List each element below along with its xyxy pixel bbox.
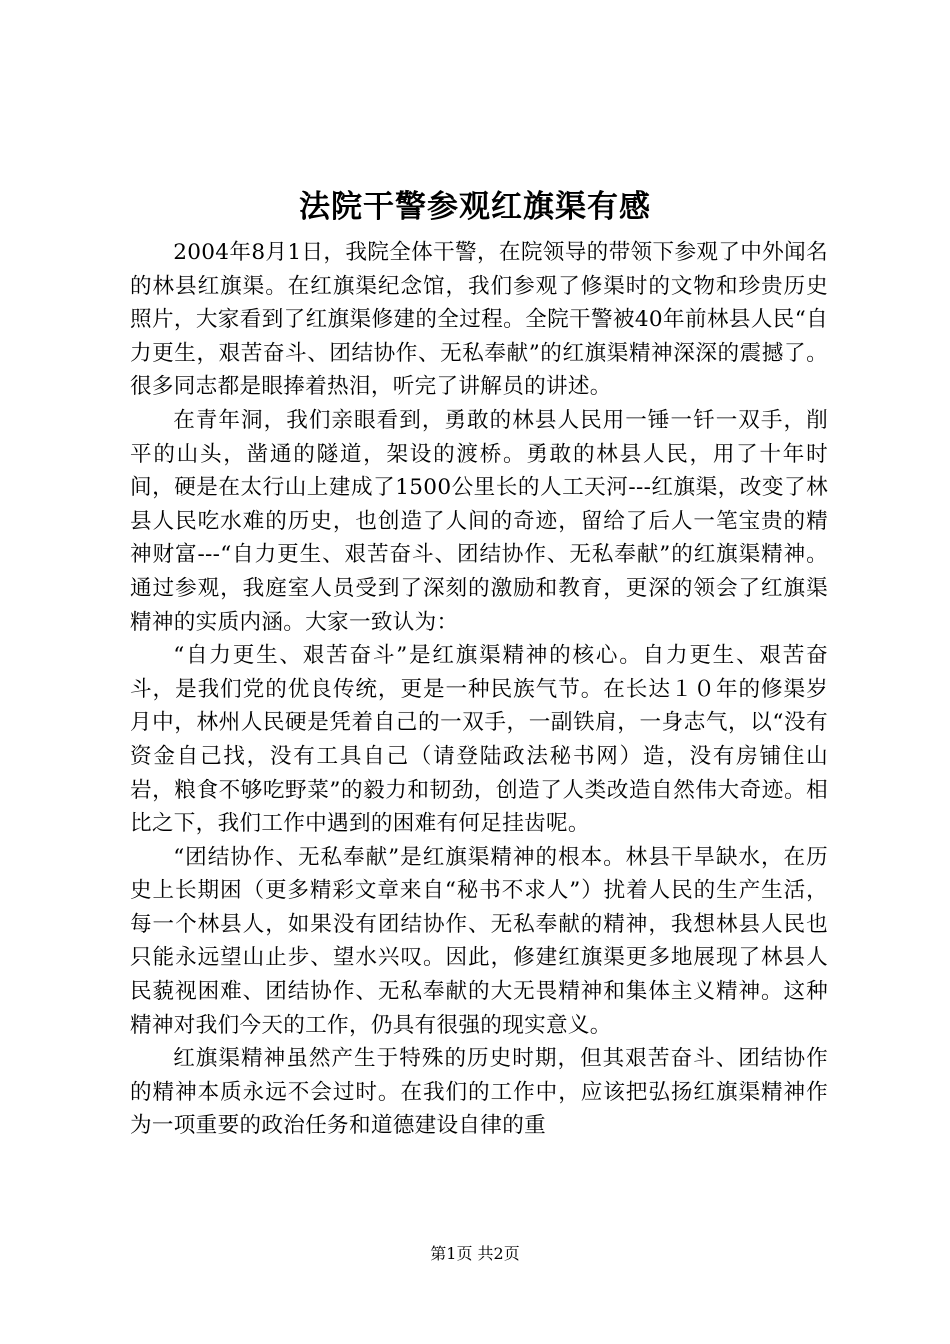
document-title: 法院干警参观红旗渠有感 xyxy=(299,189,651,225)
body-paragraph: 在青年洞，我们亲眼看到，勇敢的林县人民用一锤一钎一双手，削平的山头，凿通的隧道，架设的渡桥。勇敢的林县人民，用了十年时间，硬是在太行山上建成了1500公里长的人工天河---红旗渠，改变了林县人民吃水难的历史，也创造了人间的奇迹，留给了后人一笔宝贵的精神财富---“自力更生、艰苦奋斗、团结协作、无私奉献”的红旗渠精神。通过参观，我庭室人员受到了深刻的激励和教育，更深的领会了红旗渠精神的实质内涵。大家一致认为： xyxy=(130,407,828,635)
body-paragraph: 2004年8月1日，我院全体干警，在院领导的带领下参观了中外闻名的林县红旗渠。在红旗渠纪念馆，我们参观了修渠时的文物和珍贵历史照片，大家看到了红旗渠修建的全过程。全院干警被40年前林县人民“自力更生，艰苦奋斗、团结协作、无私奉献”的红旗渠精神深深的震撼了。很多同志都是眼捧着热泪，听完了讲解员的讲述。 xyxy=(130,240,828,400)
document-body xyxy=(130,236,828,1143)
body-paragraph: 红旗渠精神虽然产生于特殊的历史时期，但其艰苦奋斗、团结协作的精神本质永远不会过时。在我们的工作中，应该把弘扬红旗渠精神作为一项重要的政治任务和道德建设自律的重 xyxy=(130,1046,828,1139)
page-number: 第1页 共2页 xyxy=(430,1244,520,1263)
body-paragraph: “团结协作、无私奉献”是红旗渠精神的根本。林县干旱缺水，在历史上长期困（更多精彩文章来自“秘书不求人”）扰着人民的生产生活，每一个林县人，如果没有团结协作、无私奉献的精神，我想林县人民也只能永远望山止步、望水兴叹。因此，修建红旗渠更多地展现了林县人民藐视困难、团结协作、无私奉献的大无畏精神和集体主义精神。这种精神对我们今天的工作，仍具有很强的现实意义。 xyxy=(130,844,828,1038)
body-paragraph: “自力更生、艰苦奋斗”是红旗渠精神的核心。自力更生、艰苦奋斗，是我们党的优良传统，更是一种民族气节。在长达１０年的修渠岁月中，林州人民硬是凭着自己的一双手，一副铁肩，一身志气，以“没有资金自己找，没有工具自己（请登陆政法秘书网）造，没有房铺住山岩，粮食不够吃野菜”的毅力和韧劲，创造了人类改造自然伟大奇迹。相比之下，我们工作中遇到的困难有何足挂齿呢。 xyxy=(130,643,828,837)
